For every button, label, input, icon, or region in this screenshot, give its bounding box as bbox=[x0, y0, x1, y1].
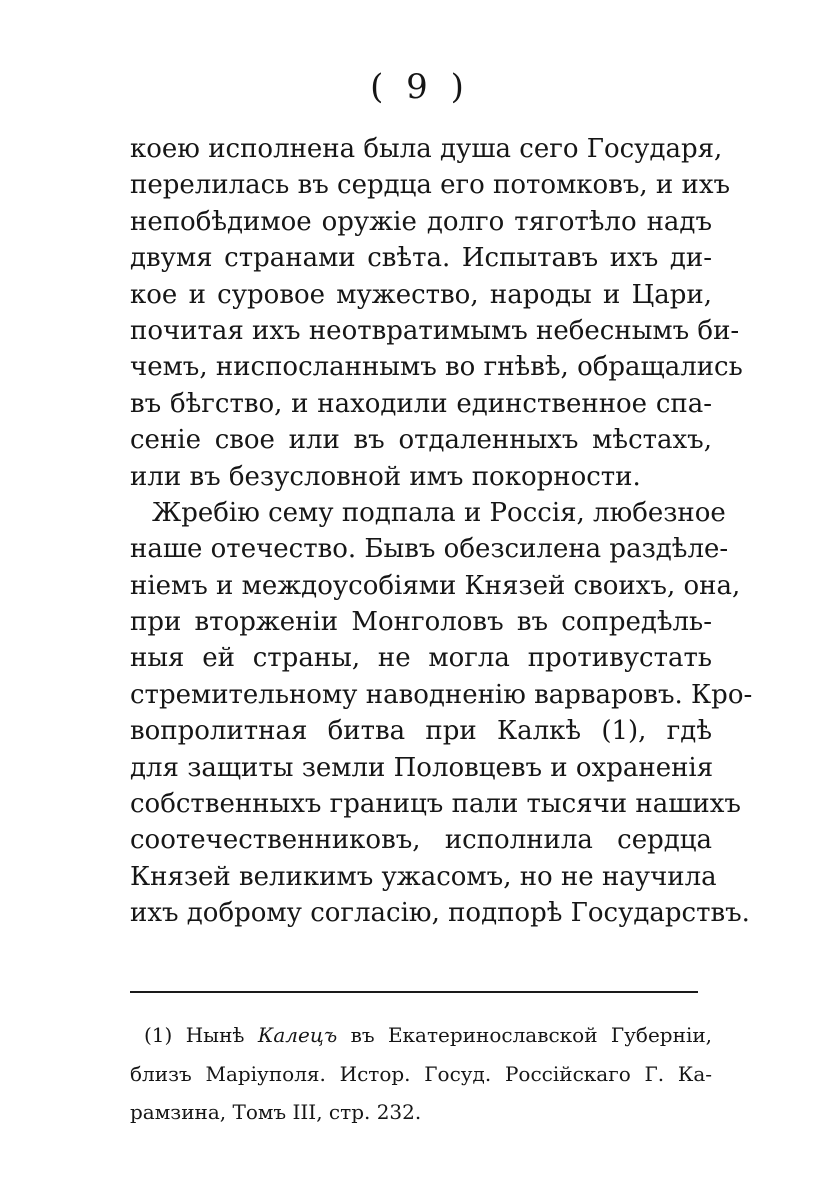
text-line: для защиты земли Половцевъ и охраненія bbox=[130, 752, 714, 783]
text-line: при вторженіи Монголовъ въ сопредѣль- bbox=[130, 607, 712, 638]
footnote-divider bbox=[130, 991, 698, 993]
text-line: ихъ доброму согласію, подпорѣ Государствъ. bbox=[130, 898, 750, 929]
footnote bbox=[130, 1016, 712, 1132]
text-line: чемъ, ниспосланнымъ во гнѣвѣ, обращались bbox=[130, 352, 743, 383]
text-line: Князей великимъ ужасомъ, но не научила bbox=[130, 861, 717, 892]
footnote-place: Калецъ bbox=[257, 1023, 338, 1047]
text-line: соотечественниковъ, исполнила сердца bbox=[130, 825, 712, 856]
text-line: Жребію сему подпала и Россія, любезное bbox=[152, 497, 726, 528]
footnote-line: близъ Маріуполя. Истор. Госуд. Россійскаго Г. Ка- bbox=[130, 1061, 712, 1086]
text-line: вопролитная битва при Калкѣ (1), гдѣ bbox=[130, 716, 712, 747]
main-text bbox=[130, 131, 753, 932]
text-line: собственныхъ границъ пали тысячи нашихъ bbox=[130, 789, 741, 820]
footnote-marker: (1) Нынѣ bbox=[144, 1023, 245, 1047]
text-line: сеніе свое или въ отдаленныхъ мѣстахъ, bbox=[130, 425, 712, 456]
text-line: непобѣдимое оружіе долго тяготѣло надъ bbox=[130, 206, 712, 237]
text-line: двумя странами свѣта. Испытавъ ихъ ди- bbox=[130, 243, 712, 274]
text-line: перелилась въ сердца его потомковъ, и ихъ bbox=[130, 170, 731, 201]
text-line: кое и суровое мужество, народы и Цари, bbox=[130, 279, 712, 310]
text-line: въ бѣгство, и находили единственное спа- bbox=[130, 388, 712, 419]
text-line: коею исполнена была душа сего Государя, bbox=[130, 134, 723, 164]
text-line: стремительному наводненію варваровъ. Кро- bbox=[130, 679, 753, 710]
text-line: наше отечество. Бывъ обезсилена раздѣле- bbox=[130, 534, 729, 565]
text-line: ніемъ и междоусобіями Князей своихъ, она, bbox=[130, 570, 741, 601]
page-number: ( 9 ) bbox=[370, 67, 470, 107]
text-line: или въ безусловной имъ покорности. bbox=[130, 461, 641, 492]
text-line: почитая ихъ неотвратимымъ небеснымъ би- bbox=[130, 315, 740, 346]
footnote-line bbox=[130, 1016, 712, 1055]
text-line: ныя ей страны, не могла противустать bbox=[130, 643, 712, 674]
footnote-line: рамзина, Томъ III, стр. 232. bbox=[130, 1100, 422, 1124]
footnote-line-rest: въ Екатеринославской Губерніи, bbox=[350, 1023, 713, 1047]
